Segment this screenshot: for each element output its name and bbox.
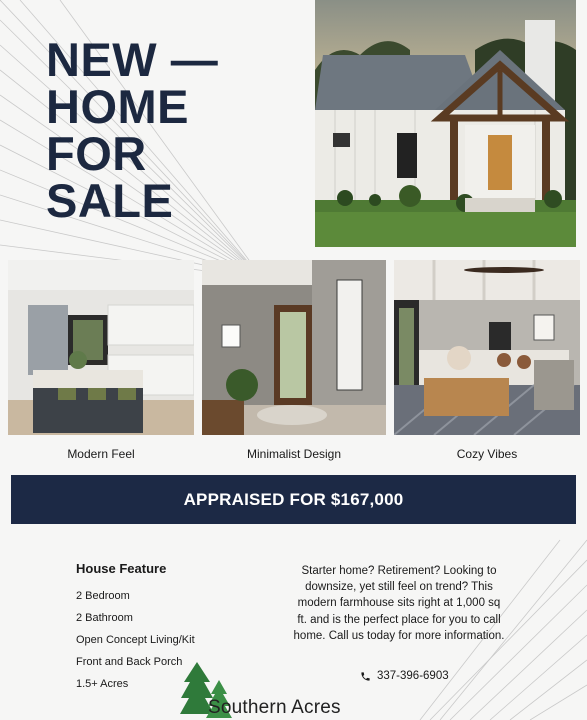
phone-contact[interactable] [360, 670, 449, 682]
features-title: House Feature [76, 561, 167, 576]
description-text: Starter home? Retirement? Looking to downsize, yet still feel on trend? This modern farmhouse sits right at 1,000 sq ft. and is the perfect place for you to call home. Call us today for more information. [293, 565, 505, 642]
headline-line-1: NEW — [46, 33, 219, 86]
features-section [76, 561, 195, 700]
brand-name: Southern Acres [208, 697, 341, 718]
living-room-photo [394, 260, 580, 435]
feature-item: 1.5+ Acres [76, 678, 129, 690]
headline [46, 33, 219, 227]
headline-line-3: FOR [46, 127, 147, 180]
photo-caption-1: Modern Feel [67, 447, 135, 461]
feature-item: 2 Bathroom [76, 612, 133, 624]
hallway-photo [202, 260, 386, 435]
house-exterior-photo [315, 0, 576, 247]
headline-line-4: SALE [46, 174, 174, 227]
feature-item: Front and Back Porch [76, 656, 183, 668]
feature-item: 2 Bedroom [76, 590, 130, 602]
headline-line-2: HOME [46, 80, 189, 133]
appraisal-banner [11, 475, 576, 524]
photo-caption-2: Minimalist Design [246, 447, 342, 461]
feature-item: Open Concept Living/Kit [76, 634, 195, 646]
phone-number: 337-396-6903 [377, 670, 449, 682]
features-list [76, 590, 195, 700]
appraisal-text: APPRAISED FOR $167,000 [183, 489, 404, 509]
kitchen-photo [8, 260, 194, 435]
photo-caption-3: Cozy Vibes [456, 447, 518, 461]
phone-icon [360, 671, 371, 682]
